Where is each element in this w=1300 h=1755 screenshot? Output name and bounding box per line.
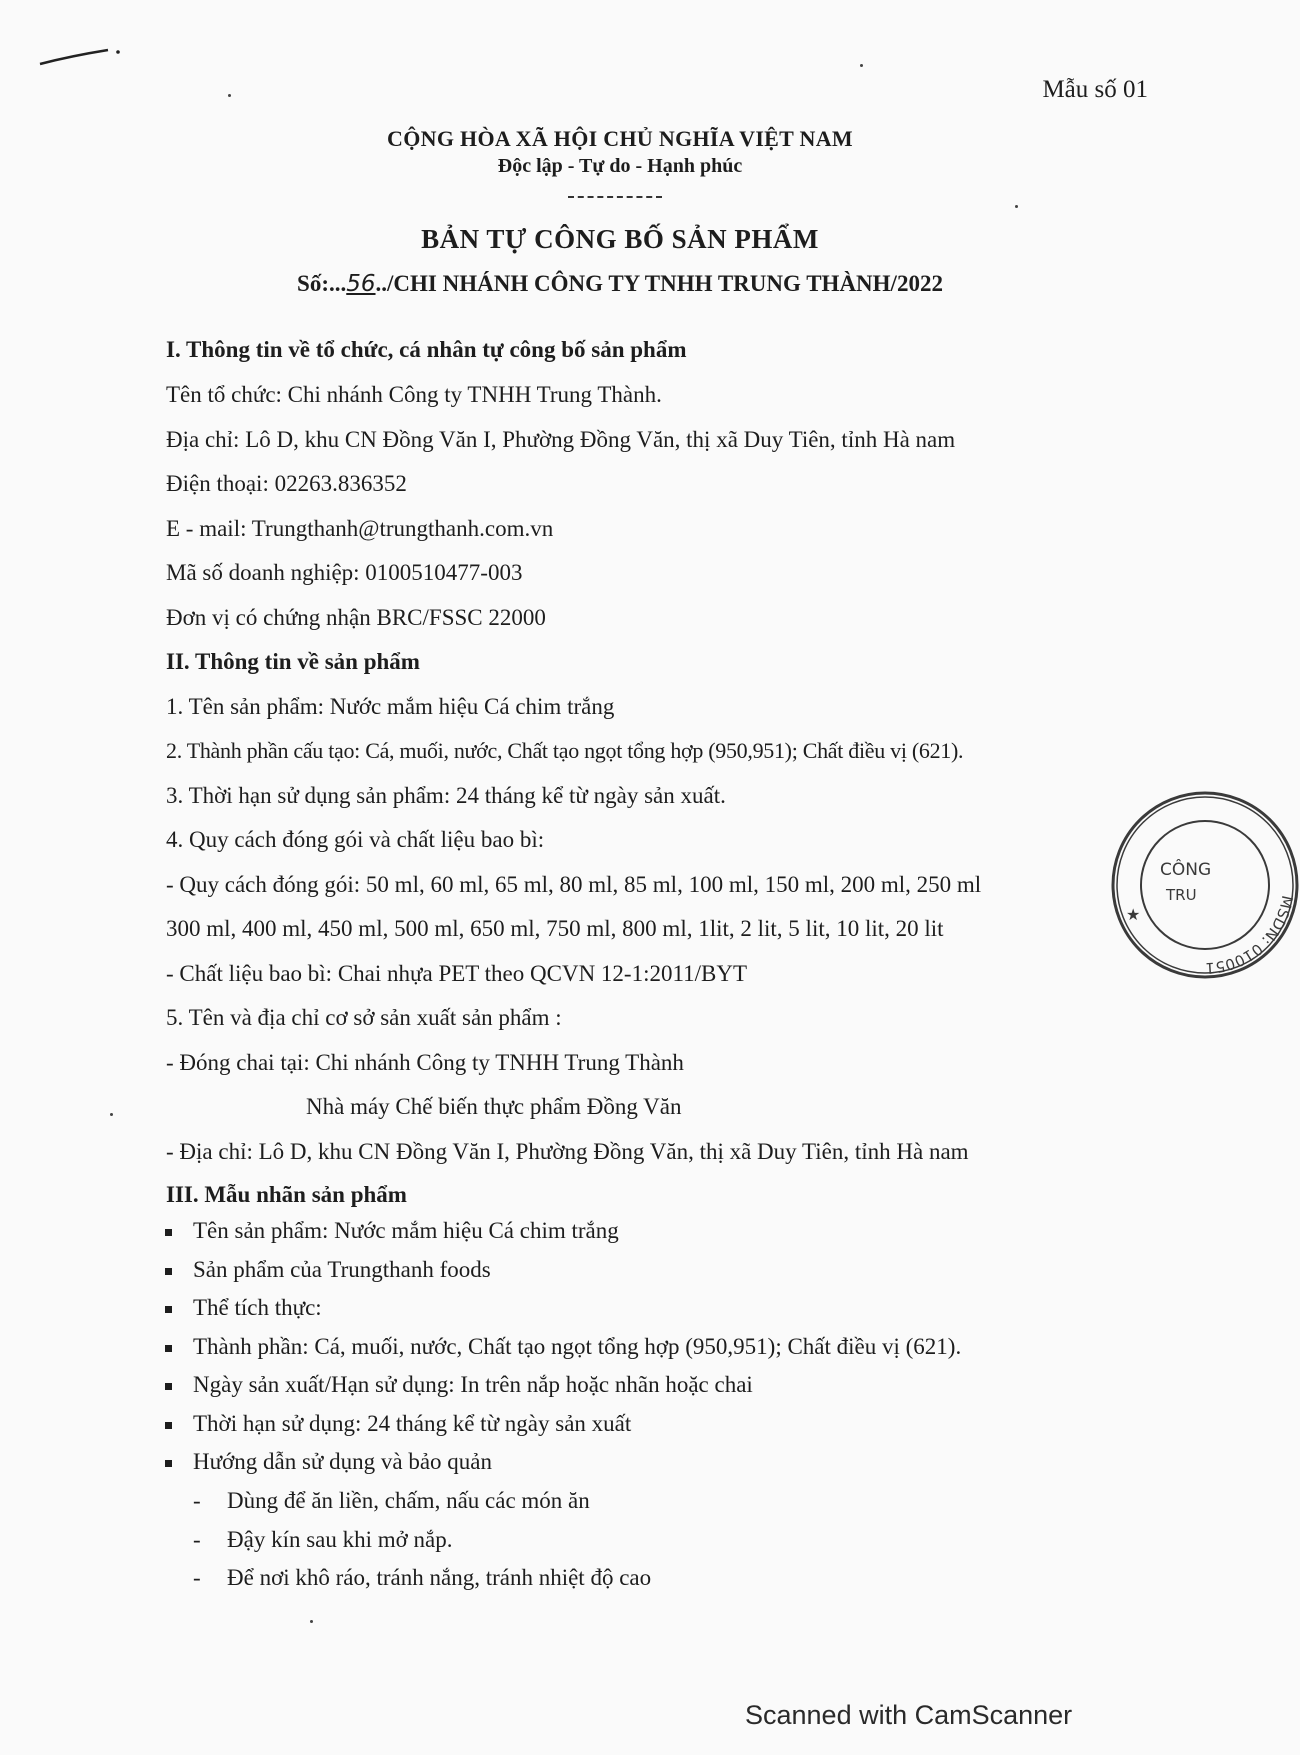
product-name: 1. Tên sản phẩm: Nước mắm hiệu Cá chim trắng xyxy=(166,694,615,719)
scan-speck xyxy=(860,64,863,67)
org-phone: Điện thoại: 02263.836352 xyxy=(166,471,407,496)
bullet-icon xyxy=(165,1422,172,1429)
form-number: Mẫu số 01 xyxy=(1042,76,1148,103)
svg-text:★: ★ xyxy=(1126,905,1141,924)
scanner-watermark: Scanned with CamScanner xyxy=(745,1700,1073,1730)
packaging-material: - Chất liệu bao bì: Chai nhựa PET theo QCVN 12-1:2011/BYT xyxy=(166,961,748,986)
doc-number-prefix: Số:... xyxy=(297,271,347,296)
label-item: Ngày sản xuất/Hạn sử dụng: In trên nắp hoặc nhãn hoặc chai xyxy=(193,1372,753,1397)
product-shelf-life: 3. Thời hạn sử dụng sản phẩm: 24 tháng kể từ ngày sản xuất. xyxy=(166,783,726,808)
packaging-heading: 4. Quy cách đóng gói và chất liệu bao bì: xyxy=(166,827,545,852)
bullet-icon xyxy=(165,1306,172,1313)
stamp-ring-text: MSDN: 010051 xyxy=(1204,893,1297,978)
bullet-icon xyxy=(165,1268,172,1275)
document-title: BẢN TỰ CÔNG BỐ SẢN PHẨM xyxy=(421,224,819,254)
label-item: Tên sản phẩm: Nước mắm hiệu Cá chim trắng xyxy=(193,1218,619,1243)
stamp-seal-icon xyxy=(1110,790,1300,980)
usage-item: Để nơi khô ráo, tránh nắng, tránh nhiệt độ cao xyxy=(227,1565,652,1590)
packaging-sizes: - Quy cách đóng gói: 50 ml, 60 ml, 65 ml, 80 ml, 85 ml, 100 ml, 150 ml, 200 ml, 250 ml xyxy=(166,872,982,897)
facility-heading: 5. Tên và địa chỉ cơ sở sản xuất sản phẩm : xyxy=(166,1005,562,1030)
usage-item: Dùng để ăn liền, chấm, nấu các món ăn xyxy=(227,1488,590,1513)
pen-stroke-mark xyxy=(38,42,128,72)
national-motto: Độc lập - Tự do - Hạnh phúc xyxy=(497,155,743,177)
company-stamp xyxy=(1110,790,1300,980)
label-item: Hướng dẫn sử dụng và bảo quản xyxy=(193,1449,492,1474)
section-1-heading: I. Thông tin về tổ chức, cá nhân tự công bố sản phẩm xyxy=(166,337,687,362)
section-3-heading: III. Mẫu nhãn sản phẩm xyxy=(166,1182,407,1207)
bullet-icon xyxy=(165,1460,172,1467)
bullet-icon xyxy=(165,1229,172,1236)
scan-speck xyxy=(110,1113,113,1116)
label-item: Sản phẩm của Trungthanh foods xyxy=(193,1257,491,1282)
dash-icon: - xyxy=(193,1488,201,1513)
bullet-icon xyxy=(165,1383,172,1390)
org-address: Địa chỉ: Lô D, khu CN Đồng Văn I, Phường Đồng Văn, thị xã Duy Tiên, tỉnh Hà nam xyxy=(166,427,956,452)
scan-speck xyxy=(1015,205,1018,208)
section-2-heading: II. Thông tin về sản phẩm xyxy=(166,649,420,674)
facility-address: - Địa chỉ: Lô D, khu CN Đồng Văn I, Phường Đồng Văn, thị xã Duy Tiên, tỉnh Hà nam xyxy=(166,1139,969,1164)
bullet-icon xyxy=(165,1345,172,1352)
stamp-line: TRU xyxy=(1166,886,1197,904)
product-ingredients: 2. Thành phần cấu tạo: Cá, muối, nước, Chất tạo ngọt tổng hợp (950,951); Chất điều vị (621). xyxy=(166,738,964,763)
document-number xyxy=(0,271,1240,297)
label-item: Thời hạn sử dụng: 24 tháng kể từ ngày sản xuất xyxy=(193,1411,632,1436)
org-certification: Đơn vị có chứng nhận BRC/FSSC 22000 xyxy=(166,605,546,630)
motto-divider xyxy=(568,196,662,198)
usage-item: Đậy kín sau khi mở nắp. xyxy=(227,1527,453,1552)
scan-speck xyxy=(228,94,231,97)
doc-number-suffix: ../CHI NHÁNH CÔNG TY TNHH TRUNG THÀNH/2022 xyxy=(375,271,943,296)
label-item: Thành phần: Cá, muối, nước, Chất tạo ngọt tổng hợp (950,951); Chất điều vị (621). xyxy=(193,1334,962,1359)
org-email: E - mail: Trungthanh@trungthanh.com.vn xyxy=(166,516,554,541)
country-name: CỘNG HÒA XÃ HỘI CHỦ NGHĨA VIỆT NAM xyxy=(387,126,853,151)
scan-speck xyxy=(310,1620,313,1623)
factory-name: Nhà máy Chế biến thực phẩm Đồng Văn xyxy=(306,1094,682,1119)
label-item: Thể tích thực: xyxy=(193,1295,322,1320)
dash-icon: - xyxy=(193,1565,201,1590)
packaging-sizes-continued: 300 ml, 400 ml, 450 ml, 500 ml, 650 ml, 750 ml, 800 ml, 1lit, 2 lit, 5 lit, 10 lit, 20 lit xyxy=(166,916,944,941)
handwritten-number: 56 xyxy=(346,271,376,297)
org-name: Tên tổ chức: Chi nhánh Công ty TNHH Trung Thành. xyxy=(166,382,662,407)
bottled-at: - Đóng chai tại: Chi nhánh Công ty TNHH Trung Thành xyxy=(166,1050,684,1075)
stamp-line: CÔNG xyxy=(1160,860,1212,880)
org-tax-code: Mã số doanh nghiệp: 0100510477-003 xyxy=(166,560,523,585)
dash-icon: - xyxy=(193,1527,201,1552)
